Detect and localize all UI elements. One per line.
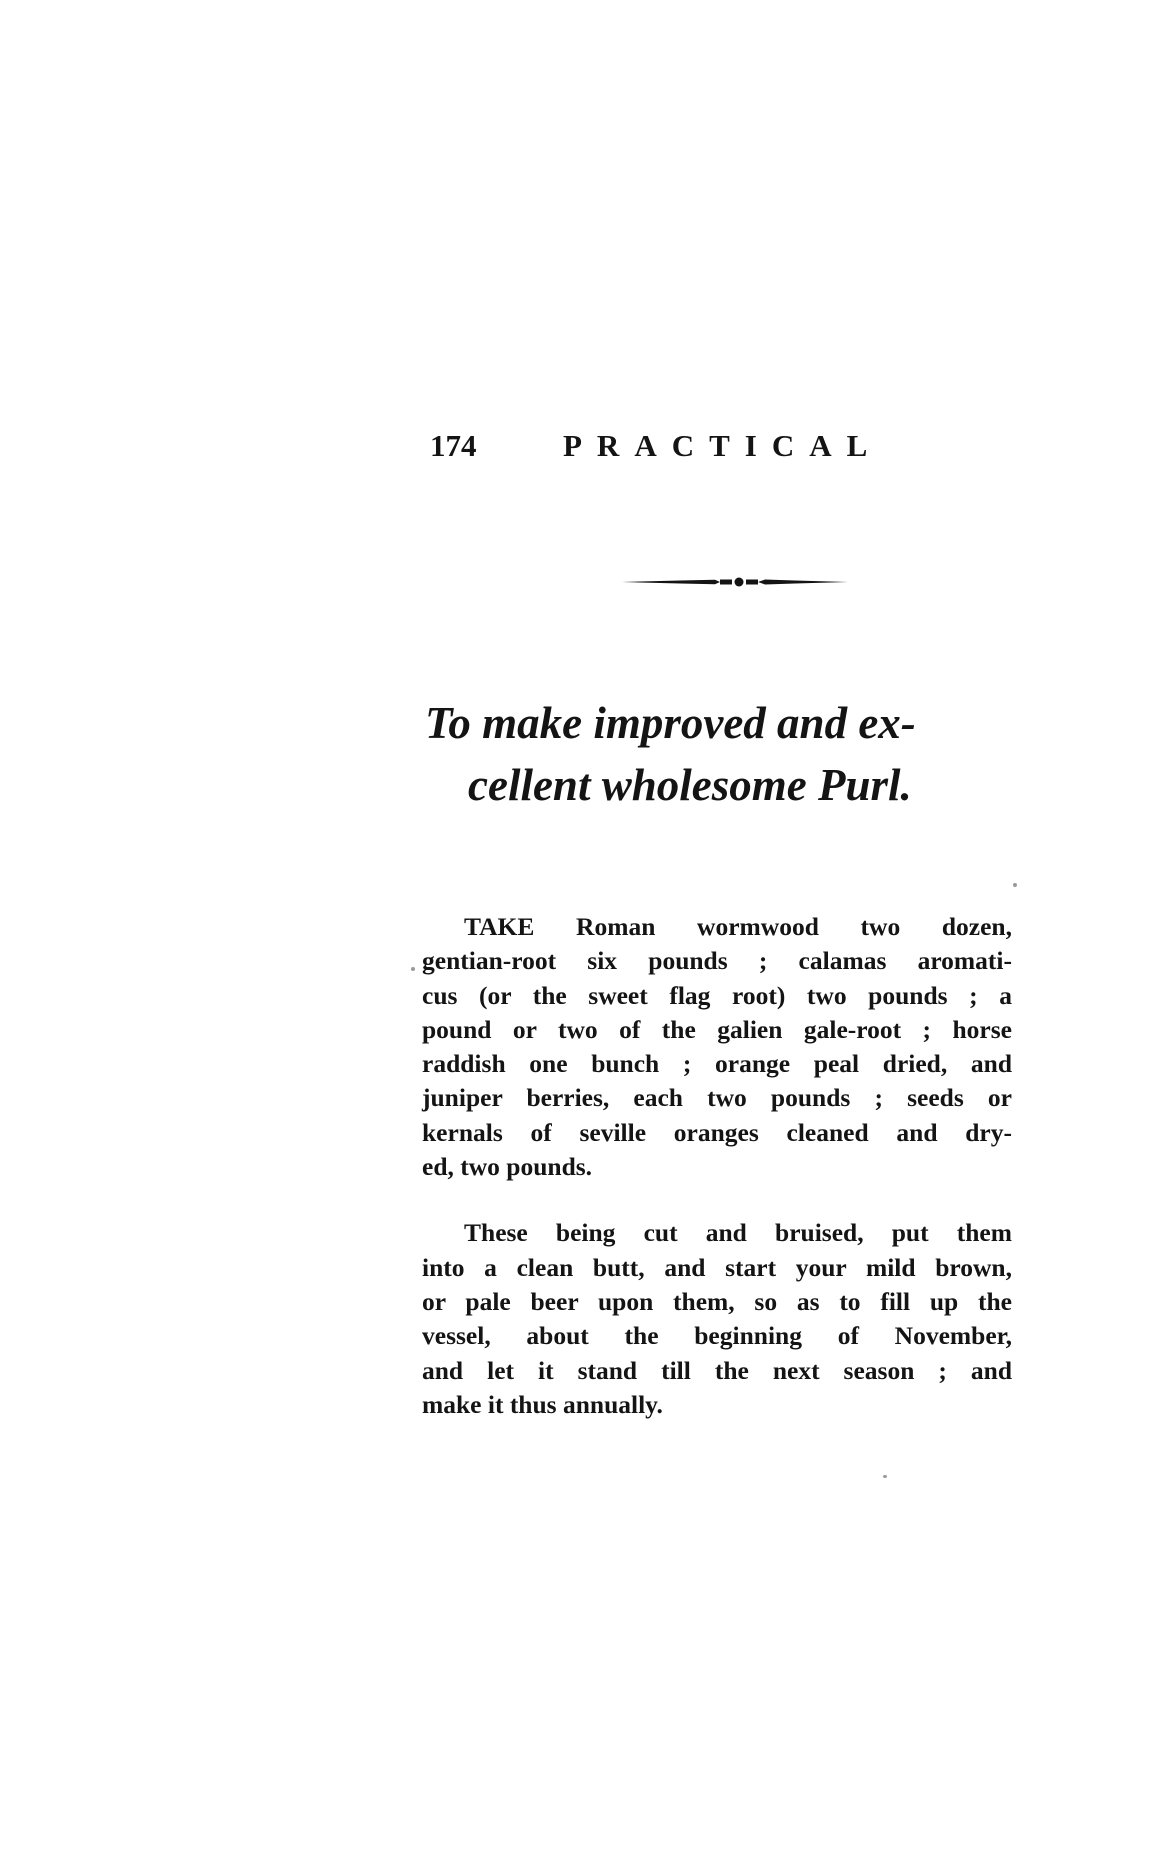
- text-line: gentian-root six pounds ; calamas aromati-: [422, 946, 1012, 976]
- paragraph-spacer: [422, 1184, 1012, 1216]
- text-line: cus (or the sweet flag root) two pounds ; a: [422, 980, 1012, 1010]
- text-line: kernals of seville oranges cleaned and dry-: [422, 1117, 1012, 1147]
- text-line: TAKE Roman wormwood two dozen,: [464, 912, 1012, 941]
- running-title: PRACTICAL: [563, 428, 883, 463]
- paper-speck: [883, 1475, 887, 1478]
- text-line: or pale beer upon them, so as to fill up the: [422, 1286, 1012, 1316]
- section-heading: [425, 692, 1025, 816]
- paper-speck: [411, 967, 415, 971]
- paragraph-ingredients: [422, 910, 1012, 1184]
- text-line: vessel, about the beginning of November,: [422, 1321, 1012, 1351]
- recipe-text: [422, 910, 1012, 1422]
- text-line: and let it stand till the next season ; and: [422, 1355, 1012, 1385]
- text-line: into a clean butt, and start your mild brown,: [422, 1252, 1012, 1282]
- text-line: These being cut and bruised, put them: [464, 1218, 1012, 1248]
- text-line: make it thus annually.: [422, 1389, 663, 1419]
- paragraph-method: [422, 1216, 1012, 1422]
- heading-line-1: To make improved and ex-: [425, 698, 916, 748]
- page-number: 174: [430, 428, 477, 463]
- ornament-rule-icon: [620, 570, 850, 594]
- running-head: [430, 428, 920, 468]
- text-line: raddish one bunch ; orange peal dried, and: [422, 1049, 1012, 1079]
- paper-speck: [1013, 883, 1017, 887]
- text-line: pound or two of the galien gale-root ; horse: [422, 1014, 1012, 1044]
- text-line: ed, two pounds.: [422, 1152, 593, 1182]
- heading-line-2: cellent wholesome Purl.: [468, 760, 912, 810]
- text-line: juniper berries, each two pounds ; seeds or: [422, 1083, 1012, 1113]
